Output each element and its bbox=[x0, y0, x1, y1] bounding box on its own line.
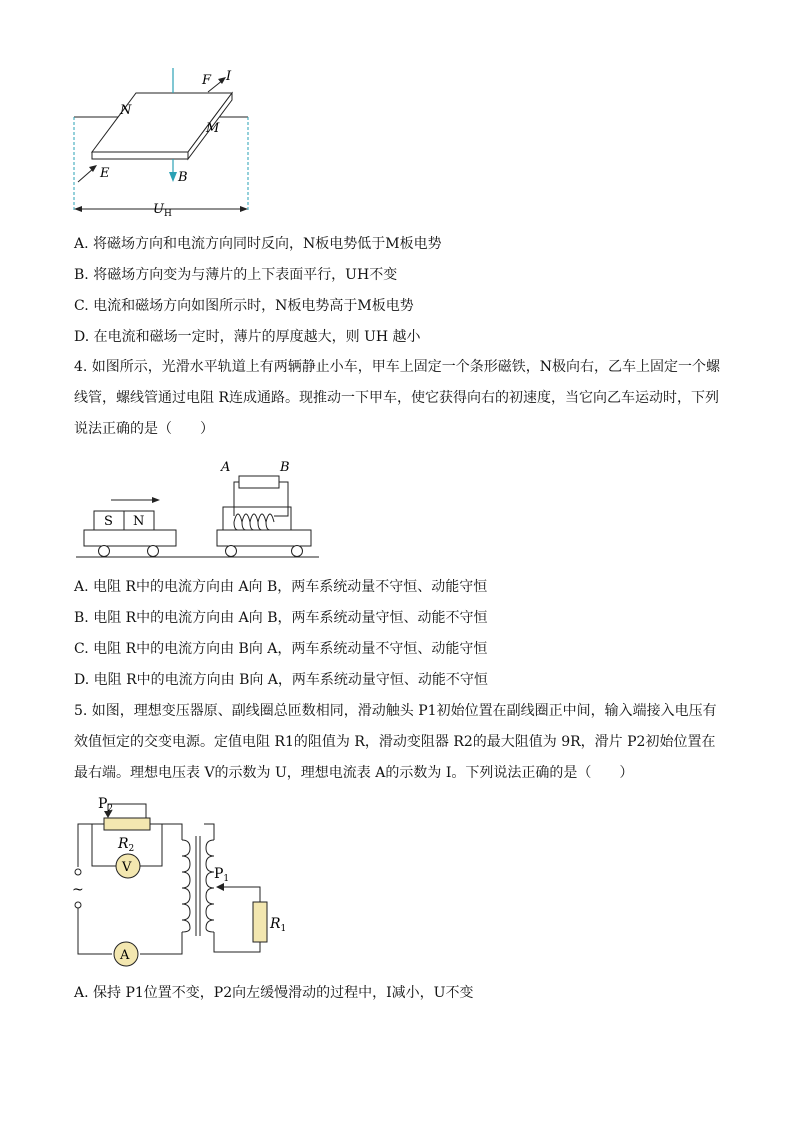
q3-option-a: A. 将磁场方向和电流方向同时反向，N板电势低于M板电势 bbox=[74, 236, 442, 252]
label-B: B bbox=[178, 170, 188, 185]
label-E: E bbox=[100, 166, 110, 181]
q4-option-a: A. 电阻 R中的电流方向由 A向 B，两车系统动量不守恒、动能守恒 bbox=[74, 579, 488, 595]
label-I: I bbox=[226, 69, 232, 84]
label-M: M bbox=[206, 121, 220, 136]
q3-option-c: C. 电流和磁场方向如图所示时，N板电势高于M板电势 bbox=[74, 298, 414, 314]
q4-option-b: B. 电阻 R中的电流方向由 A向 B，两车系统动量守恒、动能不守恒 bbox=[74, 610, 488, 626]
label-P2: $P_2$ bbox=[98, 796, 114, 814]
label-P1: $P_1$ bbox=[214, 866, 230, 884]
label-F: F bbox=[202, 73, 212, 88]
label-B: B bbox=[280, 460, 290, 475]
label-N: N bbox=[120, 103, 132, 118]
ac-source-symbol: ~ bbox=[72, 882, 84, 898]
q3-option-d: D. 在电流和磁场一定时，薄片的厚度越大，则 UH 越小 bbox=[74, 329, 421, 345]
label-UH: $U_H$ bbox=[153, 202, 172, 219]
label-R1: $R_1$ bbox=[270, 916, 287, 934]
label-V: V bbox=[122, 860, 132, 875]
q4-option-c: C. 电阻 R中的电流方向由 B向 A，两车系统动量不守恒、动能守恒 bbox=[74, 641, 488, 657]
label-N: N bbox=[133, 514, 145, 529]
label-A: A bbox=[221, 460, 231, 475]
label-R2: $R_2$ bbox=[118, 836, 135, 854]
transformer-circuit-figure bbox=[64, 792, 304, 972]
q5-stem: 5. 如图，理想变压器原、副线圈总匝数相同，滑动触头 P1初始位置在副线圈正中间，输入端接入电压有效值恒定的交变电源。定值电阻 R1的阻值为 R，滑动变阻器 R2的最大阻值为 9R，滑片 P2初始位置在最右端。理想电压表 V的示数为 U，理想电流表 A的示数为 I。下列说法正确的是（ ） bbox=[74, 703, 717, 781]
q5-option-a: A. 保持 P1位置不变，P2向左缓慢滑动的过程中，I减小，U不变 bbox=[74, 985, 474, 1001]
label-A: A bbox=[120, 948, 130, 963]
q4-option-d: D. 电阻 R中的电流方向由 B向 A，两车系统动量守恒、动能不守恒 bbox=[74, 672, 488, 688]
carts-figure bbox=[76, 454, 326, 564]
label-S: S bbox=[104, 514, 113, 529]
q3-option-b: B. 将磁场方向变为与薄片的上下表面平行，UH不变 bbox=[74, 267, 398, 283]
hall-effect-figure bbox=[60, 60, 260, 220]
q4-stem: 4. 如图所示，光滑水平轨道上有两辆静止小车，甲车上固定一个条形磁铁，N极向右，乙车上固定一个螺线管，螺线管通过电阻 R连成通路。现推动一下甲车，使它获得向右的初速度，当它向乙车运动时，下列说法正确的是（ ） bbox=[74, 359, 721, 437]
